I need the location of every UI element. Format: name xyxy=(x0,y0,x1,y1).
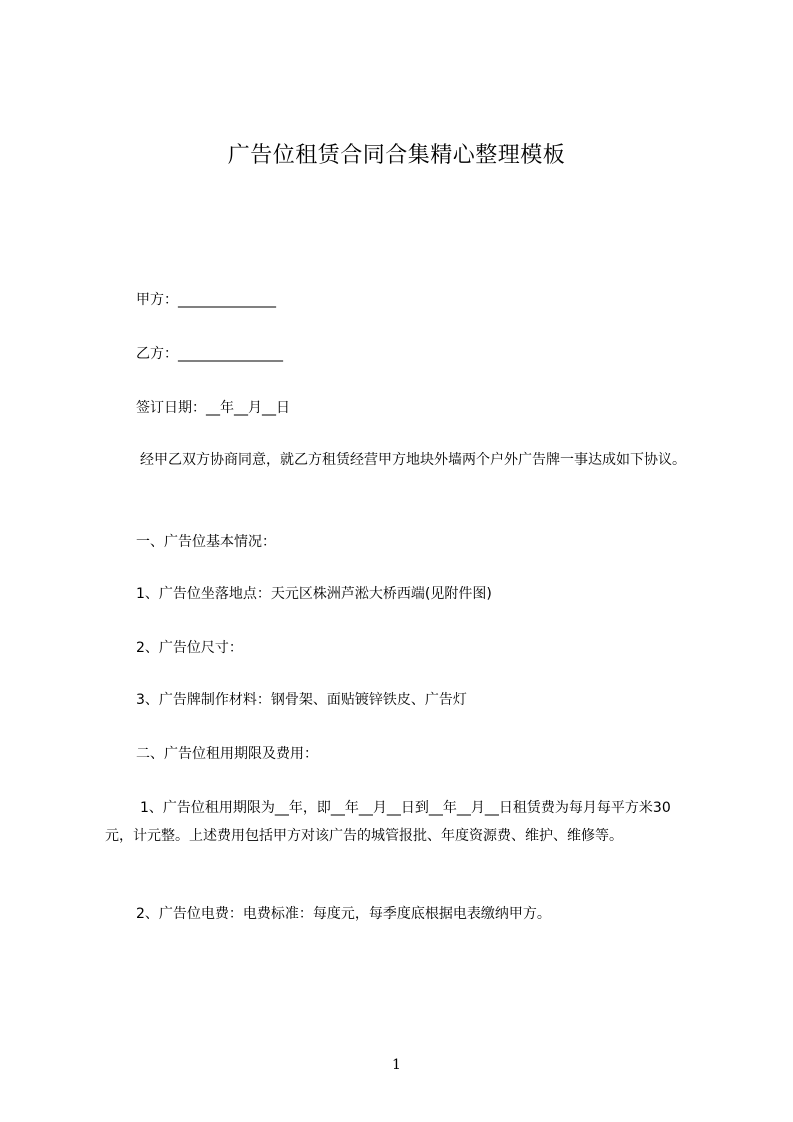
section-2-item-2: 2、广告位电费：电费标准：每度元，每季度底根据电表缴纳甲方。 xyxy=(136,906,551,922)
section-2-heading: 二、广告位租用期限及费用： xyxy=(136,746,318,762)
intro-paragraph: 经甲乙双方协商同意，就乙方租赁经营甲方地块外墙两个户外广告牌一事达成如下协议。 xyxy=(140,452,686,468)
party-b-line: 乙方：_______________ xyxy=(136,346,283,362)
party-a-line: 甲方：______________ xyxy=(136,292,276,308)
document-title: 广告位租赁合同合集精心整理模板 xyxy=(227,143,566,168)
section-1-item-1: 1、广告位坐落地点：天元区株洲芦淞大桥西端(见附件图) xyxy=(136,586,492,602)
section-2-item-1: 1、广告位租用期限为__年，即__年__月__日到__年__月__日租赁费为每月每平方米30元，计元整。上述费用包括甲方对该广告的城管报批、年度资源费、维护、维修等。 xyxy=(105,800,671,844)
section-1-heading: 一、广告位基本情况： xyxy=(136,534,276,550)
sign-date-line: 签订日期：__年__月__日 xyxy=(136,400,290,416)
section-1-item-3: 3、广告牌制作材料：钢骨架、面贴镀锌铁皮、广告灯 xyxy=(136,692,467,708)
page-number: 1 xyxy=(392,1057,401,1073)
section-1-item-2: 2、广告位尺寸： xyxy=(136,640,243,656)
